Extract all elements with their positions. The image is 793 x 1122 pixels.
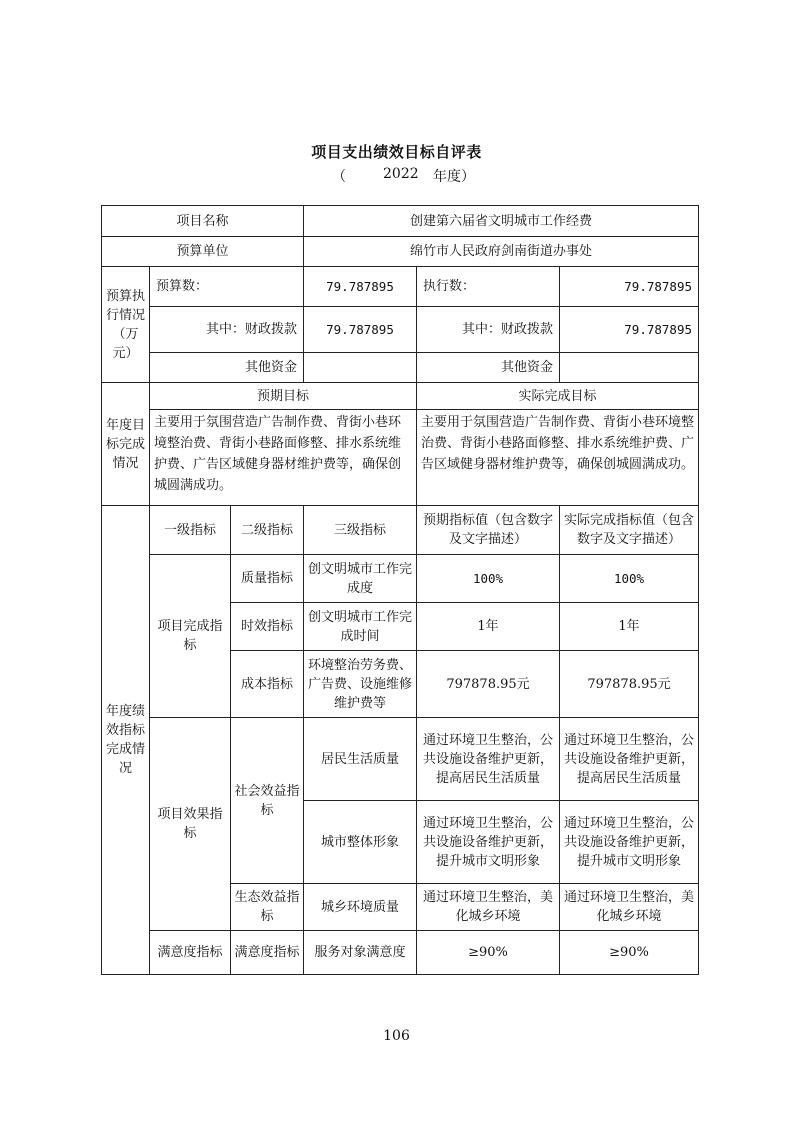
row-budget xyxy=(102,267,699,307)
cost-label: 成本指标 xyxy=(231,651,304,718)
row-fiscal xyxy=(102,307,699,353)
row-living xyxy=(102,718,699,801)
other-funds-label: 其他资金 xyxy=(150,353,304,383)
satisfaction-item: 服务对象满意度 xyxy=(304,931,417,975)
city-item: 城市整体形象 xyxy=(304,801,417,884)
quality-label: 质量指标 xyxy=(231,555,304,603)
city-expected: 通过环境卫生整治，公共设施设备维护更新，提升城市文明形象 xyxy=(417,801,560,884)
exec-value: 79.787895 xyxy=(560,267,699,307)
quality-item: 创文明城市工作完成度 xyxy=(304,555,417,603)
budget-unit-value: 绵竹市人民政府剑南街道办事处 xyxy=(304,237,699,267)
cost-expected: 797878.95元 xyxy=(417,651,560,718)
eco-expected: 通过环境卫生整治，美化城乡环境 xyxy=(417,884,560,931)
perf-label: 年度绩效指标完成情况 xyxy=(102,506,150,975)
row-goal-headers xyxy=(102,383,699,410)
row-quality xyxy=(102,555,699,603)
year-value: 2022 xyxy=(383,166,419,182)
performance-table xyxy=(101,205,699,975)
output-label: 项目完成指标 xyxy=(150,555,231,718)
row-goal-text xyxy=(102,410,699,506)
row-project-name xyxy=(102,206,699,237)
budget-unit-label: 预算单位 xyxy=(102,237,304,267)
timeliness-item: 创文明城市工作完成时间 xyxy=(304,603,417,651)
exec-label: 执行数： xyxy=(417,267,560,307)
fiscal-exec-label: 其中：财政拨款 xyxy=(417,307,560,353)
cost-item: 环境整治劳务费、广告费、设施维修维护费等 xyxy=(304,651,417,718)
cost-actual: 797878.95元 xyxy=(560,651,699,718)
expected-goal-text: 主要用于氛围营造广告制作费、背街小巷环境整治费、背街小巷路面修整、排水系统维护费、广告区域健身器材维护费等，确保创城圆满成功。 xyxy=(150,410,417,506)
satisfaction-l1: 满意度指标 xyxy=(150,931,231,975)
eco-label: 生态效益指标 xyxy=(231,884,304,931)
project-name-label: 项目名称 xyxy=(102,206,304,237)
city-actual: 通过环境卫生整治，公共设施设备维护更新，提升城市文明形象 xyxy=(560,801,699,884)
living-expected: 通过环境卫生整治，公共设施设备维护更新，提高居民生活质量 xyxy=(417,718,560,801)
year-open-paren: （ xyxy=(332,169,346,185)
row-budget-unit xyxy=(102,237,699,267)
fiscal-exec-value: 79.787895 xyxy=(560,307,699,353)
budget-exec-label: 预算执行情况（万元） xyxy=(102,267,150,383)
quality-actual: 100% xyxy=(560,555,699,603)
eco-item: 城乡环境质量 xyxy=(304,884,417,931)
page-number: 106 xyxy=(383,1028,410,1044)
other-funds-exec-value xyxy=(560,353,699,383)
budget-label: 预算数： xyxy=(150,267,304,307)
actual-goal-header: 实际完成目标 xyxy=(417,383,699,410)
expected-goal-header: 预期目标 xyxy=(150,383,417,410)
fiscal-budget-value: 79.787895 xyxy=(304,307,417,353)
social-label: 社会效益指标 xyxy=(231,718,304,884)
effect-label: 项目效果指标 xyxy=(150,718,231,931)
fiscal-label: 其中：财政拨款 xyxy=(150,307,304,353)
col-level2: 二级指标 xyxy=(231,506,304,555)
eco-actual: 通过环境卫生整治，美化城乡环境 xyxy=(560,884,699,931)
project-name-value: 创建第六届省文明城市工作经费 xyxy=(304,206,699,237)
other-funds-exec-label: 其他资金 xyxy=(417,353,560,383)
timeliness-actual: 1年 xyxy=(560,603,699,651)
row-other-funds xyxy=(102,353,699,383)
living-item: 居民生活质量 xyxy=(304,718,417,801)
timeliness-expected: 1年 xyxy=(417,603,560,651)
satisfaction-actual: ≥90% xyxy=(560,931,699,975)
quality-expected: 100% xyxy=(417,555,560,603)
year-suffix: 年度） xyxy=(433,169,475,185)
row-satisfaction xyxy=(102,931,699,975)
year-line xyxy=(0,166,793,186)
satisfaction-expected: ≥90% xyxy=(417,931,560,975)
col-expected: 预期指标值（包含数字及文字描述） xyxy=(417,506,560,555)
budget-value: 79.787895 xyxy=(304,267,417,307)
row-indicator-headers xyxy=(102,506,699,555)
timeliness-label: 时效指标 xyxy=(231,603,304,651)
other-funds-budget-value xyxy=(304,353,417,383)
annual-goal-label: 年度目标完成情况 xyxy=(102,383,150,506)
col-actual: 实际完成指标值（包含数字及文字描述） xyxy=(560,506,699,555)
living-actual: 通过环境卫生整治，公共设施设备维护更新，提高居民生活质量 xyxy=(560,718,699,801)
document-title: 项目支出绩效目标自评表 xyxy=(311,143,482,161)
actual-goal-text: 主要用于氛围营造广告制作费、背街小巷环境整治费、背街小巷路面修整、排水系统维护费、广告区域健身器材维护费等，确保创城圆满成功。 xyxy=(417,410,699,506)
satisfaction-l2: 满意度指标 xyxy=(231,931,304,975)
col-level3: 三级指标 xyxy=(304,506,417,555)
col-level1: 一级指标 xyxy=(150,506,231,555)
